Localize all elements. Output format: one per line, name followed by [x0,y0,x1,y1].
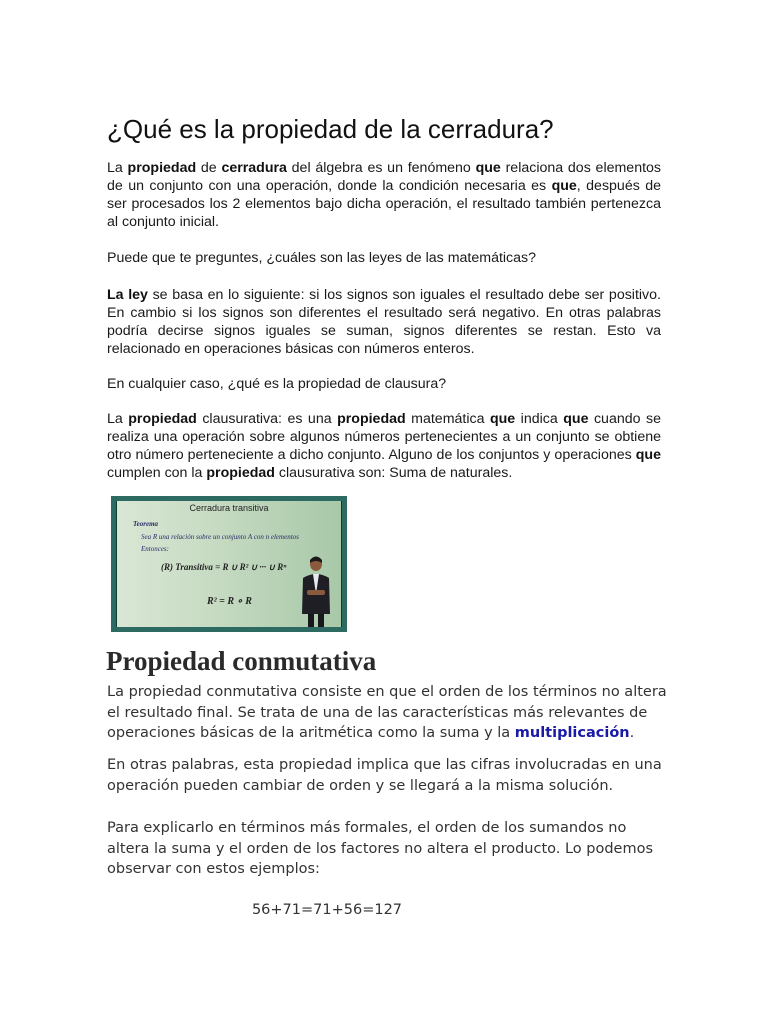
paragraph-cerradura-definition [107,159,661,231]
text: se basa en lo siguiente: si los signos son iguales el resultado debe ser positivo. En cambio si los signos son diferentes el resultado será negativo. En otras palabras podría decirse signos iguales se suman, signos diferentes se restan. Esto va relacionado en operaciones básicas con números enteros. [107,287,661,357]
text: matemática [405,411,490,427]
bold-text: propiedad [337,411,406,427]
slide-panel [117,500,341,630]
example-equation: 56+71=71+56=127 [251,902,403,918]
bold-text: que [563,411,589,427]
slide-theorem-label: Teorema [133,520,159,528]
bold-text: que [489,411,516,427]
text: La [107,160,128,176]
text: cumplen con la [107,465,207,481]
paragraph-question-clausura: En cualquier caso, ¿qué es la propiedad de clausura? [107,376,447,392]
presenter-figure [299,554,333,632]
text: del álgebra es un fenómeno [286,160,476,176]
paragraph-question-leyes: Puede que te preguntes, ¿cuáles son las leyes de las matemáticas? [107,250,537,266]
slide-title: Cerradura transitiva [189,503,269,513]
text: clausurativa son: Suma de naturales. [274,465,513,481]
slide-formula-transitive: (R) Transitiva = R ∪ R² ∪ ··· ∪ Rⁿ [161,562,287,572]
text: relaciona dos elementos de un conjunto con una operación, donde la condición necesaria es [107,160,662,194]
multiplicacion-link[interactable]: multiplicación [514,725,630,741]
paragraph-conmutativa-explanation: En otras palabras, esta propiedad implica que las cifras involucradas en una operación pueden cambiar de orden y se llegará a la misma solución. [107,757,662,794]
text: indica [515,411,564,427]
text: cuando se realiza una operación sobre algunos números pertenecientes a un conjunto se obtiene otro número perteneciente a dicho conjunto. Alguno de los conjuntos y operaciones [107,411,661,463]
bold-text: propiedad [206,465,275,481]
section-title-conmutativa: Propiedad conmutativa [106,646,377,676]
slide-theorem-text: Sea R una relación sobre un conjunto A con n elementos [141,533,299,541]
video-thumbnail[interactable] [111,496,347,632]
paragraph-clausurativa [107,410,661,482]
text: . [629,725,635,741]
bold-text: que [551,178,577,194]
bold-text: cerradura [221,160,287,176]
paragraph-conmutativa-definition [107,682,667,744]
slide-then-text: Entonces: [141,545,169,553]
section-title-cerradura: ¿Qué es la propiedad de la cerradura? [107,114,554,144]
paragraph-conmutativa-formal: Para explicarlo en términos más formales, el orden de los sumandos no altera la suma y el orden de los factores no altera el producto. Lo podemos observar con estos ejemplos: [107,820,654,877]
text: de [196,160,222,176]
slide-formula-composition: R² = R ∘ R [207,596,252,607]
text: clausurativa: es una [196,411,338,427]
text: La [107,411,129,427]
text: , después de ser procesados los 2 elementos bajo dicha operación, el resultado también pertenezca al conjunto inicial. [107,178,661,230]
bold-text: propiedad [128,411,197,427]
paragraph-ley [107,286,661,358]
bold-text: que [635,447,661,463]
text: La propiedad conmutativa consiste en que el orden de los términos no altera el resultado final. Se trata de una de las características más relevantes de operaciones básicas de la aritmética como la suma y la [107,684,667,741]
bold-text: La ley [107,287,148,303]
bold-text: que [475,160,501,176]
bold-text: propiedad [127,160,197,176]
